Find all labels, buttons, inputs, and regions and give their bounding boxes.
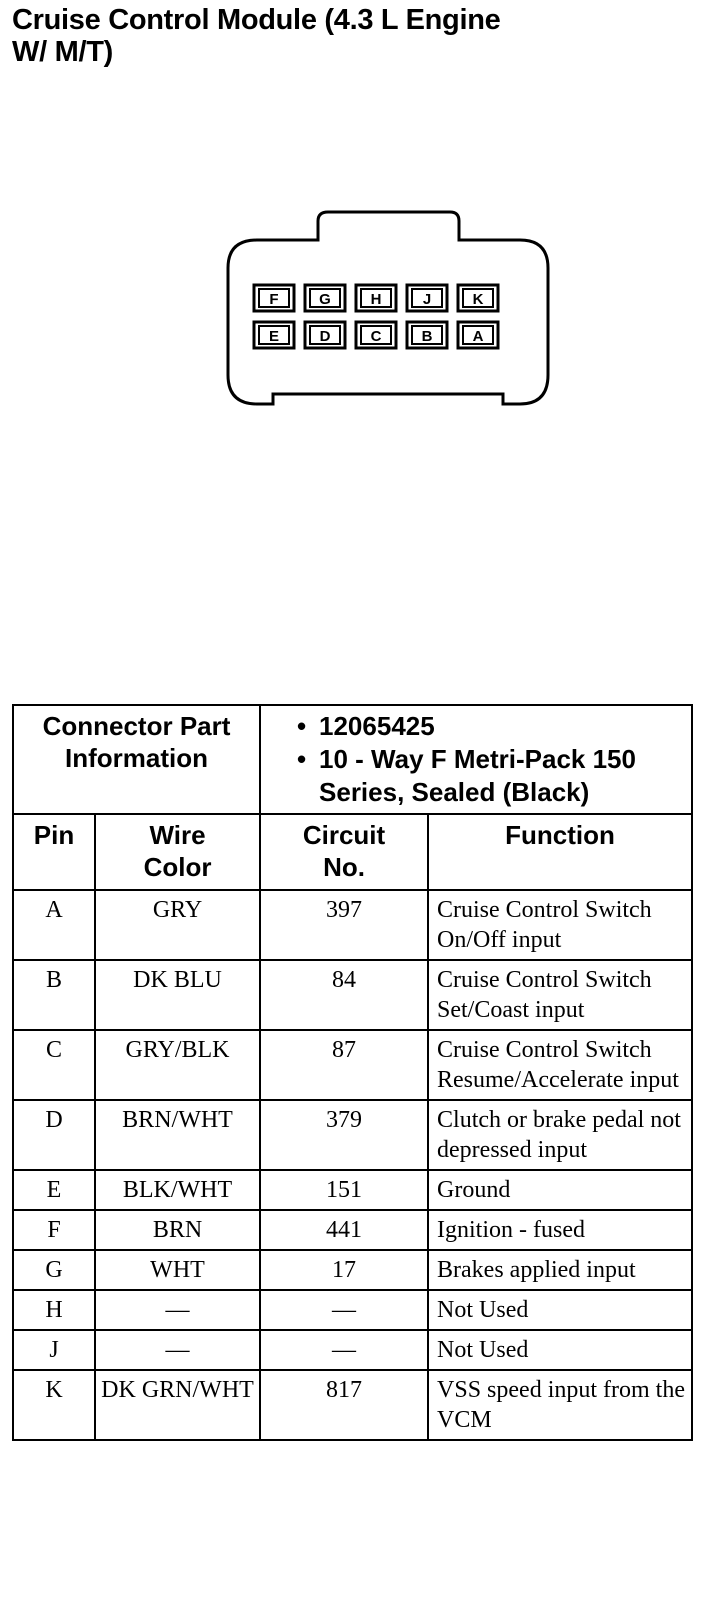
connector-pinout-table	[12, 704, 693, 1441]
cell-circuit-no: 441	[260, 1210, 428, 1250]
table-row	[13, 1210, 692, 1250]
cell-wire-color: WHT	[95, 1250, 260, 1290]
table-row	[13, 1370, 692, 1440]
header-function: Function	[428, 814, 692, 890]
header-pin: Pin	[13, 814, 95, 890]
cell-pin: K	[13, 1370, 95, 1440]
title-line-2: W/ M/T)	[12, 36, 113, 68]
table-row	[13, 1100, 692, 1170]
cell-wire-color: GRY	[95, 890, 260, 960]
cell-wire-color: —	[95, 1290, 260, 1330]
cell-function: Not Used	[428, 1290, 692, 1330]
cell-circuit-no: 379	[260, 1100, 428, 1170]
cell-pin: C	[13, 1030, 95, 1100]
cell-function: VSS speed input from the VCM	[428, 1370, 692, 1440]
header-wire-color: Wire Color	[95, 814, 260, 890]
cell-wire-color: GRY/BLK	[95, 1030, 260, 1100]
part-info-values	[260, 705, 692, 814]
cell-circuit-no: 84	[260, 960, 428, 1030]
cell-pin: F	[13, 1210, 95, 1250]
table-row	[13, 1030, 692, 1100]
cell-pin: A	[13, 890, 95, 960]
table-row	[13, 1250, 692, 1290]
cell-function: Cruise Control Switch On/Off input	[428, 890, 692, 960]
table-row	[13, 1290, 692, 1330]
table-header-row	[13, 814, 692, 890]
part-number: • 12065425	[297, 710, 691, 743]
cell-wire-color: BLK/WHT	[95, 1170, 260, 1210]
cell-wire-color: DK BLU	[95, 960, 260, 1030]
cell-circuit-no: —	[260, 1330, 428, 1370]
cell-pin: D	[13, 1100, 95, 1170]
cell-circuit-no: 151	[260, 1170, 428, 1210]
cell-wire-color: BRN/WHT	[95, 1100, 260, 1170]
cell-function: Cruise Control Switch Resume/Accelerate input	[428, 1030, 692, 1100]
cell-circuit-no: 87	[260, 1030, 428, 1100]
table-row	[13, 1170, 692, 1210]
cell-function: Cruise Control Switch Set/Coast input	[428, 960, 692, 1030]
table-row	[13, 960, 692, 1030]
header-circuit-no: Circuit No.	[260, 814, 428, 890]
cell-function: Clutch or brake pedal not depressed input	[428, 1100, 692, 1170]
cell-pin: H	[13, 1290, 95, 1330]
pin-label-a: A	[472, 328, 484, 345]
cell-pin: G	[13, 1250, 95, 1290]
pin-label-k: K	[472, 291, 484, 308]
cell-wire-color: DK GRN/WHT	[95, 1370, 260, 1440]
cell-function: Brakes applied input	[428, 1250, 692, 1290]
cell-wire-color: BRN	[95, 1210, 260, 1250]
pin-label-j: J	[422, 291, 432, 308]
cell-wire-color: —	[95, 1330, 260, 1370]
pin-label-g: G	[319, 291, 331, 308]
pin-label-d: D	[319, 328, 331, 345]
cell-circuit-no: 17	[260, 1250, 428, 1290]
title-line-1: Cruise Control Module (4.3 L Engine	[12, 4, 501, 36]
cell-circuit-no: 397	[260, 890, 428, 960]
cell-function: Ground	[428, 1170, 692, 1210]
cell-pin: J	[13, 1330, 95, 1370]
cell-function: Not Used	[428, 1330, 692, 1370]
pin-label-h: H	[370, 291, 382, 308]
cell-pin: B	[13, 960, 95, 1030]
pin-label-e: E	[268, 328, 280, 345]
table-row	[13, 890, 692, 960]
cell-function: Ignition - fused	[428, 1210, 692, 1250]
cell-pin: E	[13, 1170, 95, 1210]
cell-circuit-no: —	[260, 1290, 428, 1330]
pin-label-f: F	[269, 291, 279, 308]
connector-diagram	[0, 0, 704, 700]
cell-circuit-no: 817	[260, 1370, 428, 1440]
part-info-row	[13, 705, 692, 814]
pin-label-c: C	[370, 328, 382, 345]
connector-description: • 10 - Way F Metri-Pack 150 Series, Sealed (Black)	[297, 743, 691, 809]
pin-label-b: B	[421, 328, 433, 345]
part-info-label: Connector Part Information	[13, 705, 260, 814]
table-row	[13, 1330, 692, 1370]
